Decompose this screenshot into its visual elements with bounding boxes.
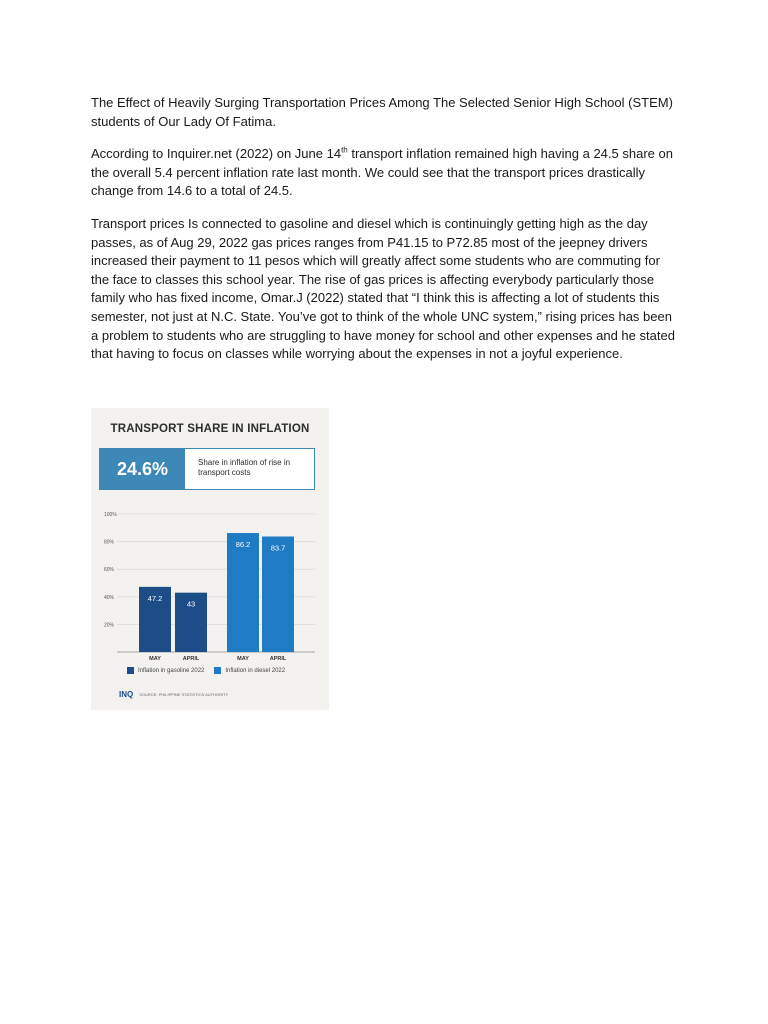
ordinal-superscript: th [341,145,348,155]
stat-description: Share in inflation of rise in transport costs [198,458,291,477]
bar [262,536,294,652]
document-body [91,94,679,378]
inq-logo: INQ [119,690,134,699]
legend-label-diesel: Inflation in diesel 2022 [225,667,286,674]
legend-swatch-gasoline [127,667,134,674]
inflation-infographic [91,408,329,710]
document-title: The Effect of Heavily Surging Transportation Prices Among The Selected Senior High School (STEM) students of Our Lady Of Fatima. [91,95,673,129]
paragraph-2: Transport prices Is connected to gasoline and diesel which is continuingly getting high as the day passes, as of Aug 29, 2022 gas prices ranges from P41.15 to P72.85 most of the jeepney drivers increased their payment to 11 pesos which will greatly affect some students who are commuting for the face to classes this school year. The rise of gas prices is affecting everybody particularly those family who has fixed income, Omar.J (2022) stated that “I think this is affecting a lot of students this semester, not just at N.C. State. You’ve got to think of the whole UNC system,” rising prices has been a problem to students who are struggling to have money for school and other expenses and he stated that having to focus on classes while worrying about the expenses in not a joyful experience. [91,215,675,362]
bar-chart [91,504,329,664]
legend-swatch-diesel [214,667,221,674]
paragraph-1 [91,145,679,201]
x-tick-label: MAY [149,656,161,662]
y-tick-label: 100% [104,512,117,518]
bar-value-label: 86.2 [235,540,251,550]
paragraph-1-start: According to Inquirer.net (2022) on June 14 [91,146,342,162]
y-tick-label: 40% [104,594,115,601]
bar-value-label: 83.7 [270,543,286,553]
chart-legend [127,667,285,674]
bar-value-label: 47.2 [147,593,163,603]
x-tick-label: APRIL [269,656,287,662]
y-tick-label: 80% [104,539,115,546]
source-credit: SOURCE: PHILIPPINE STATISTICS AUTHORITY [139,692,229,697]
infographic-footer [119,690,228,699]
y-tick-label: 60% [104,567,115,574]
legend-label-gasoline: Inflation in gasoline 2022 [138,667,205,674]
y-tick-label: 20% [104,622,115,629]
legend-item-diesel [214,667,285,674]
x-tick-label: MAY [237,656,249,662]
legend-item-gasoline [127,667,204,674]
bar-value-label: 43 [186,599,196,609]
x-tick-label: APRIL [182,656,200,662]
stat-value: 24.6% [100,449,185,489]
bar [227,533,259,652]
paragraph-1-end: transport inflation remained high having a 24.5 share on the overall 5.4 percent inflation rate last month. We could see that the transport prices drastically change from 14.6 to a total of 24.5. [91,146,673,199]
infographic-title: TRANSPORT SHARE IN INFLATION [110,423,310,435]
stat-box [99,448,315,490]
